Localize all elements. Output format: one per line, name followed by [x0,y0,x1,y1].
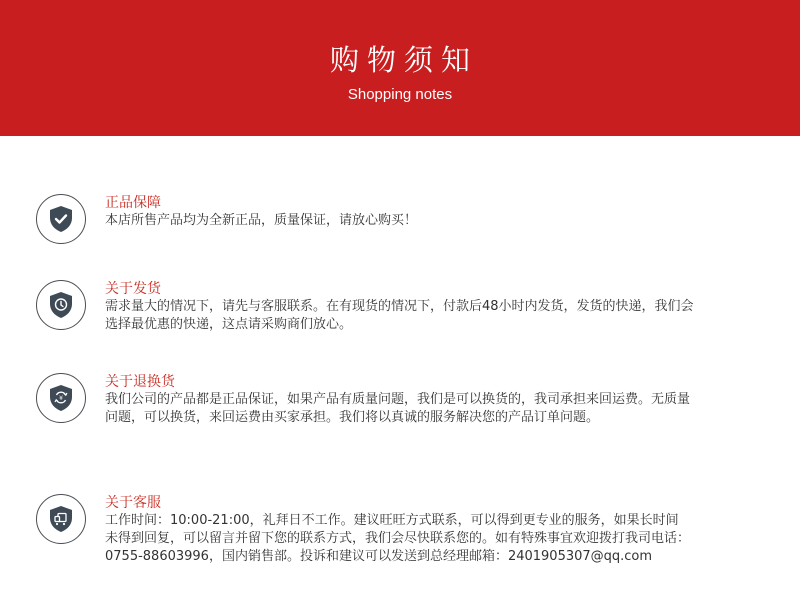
notice-desc-line: 0755-88603996，国内销售部。投诉和建议可以发送到总经理邮箱：2401905307@qq.com [105,549,653,564]
notice-desc-line: 需求量大的情况下，请先与客服联系。在有现货的情况下，付款后48小时内发货，发货的快递，我们会 [105,299,694,314]
notice-title: 关于客服 [105,495,161,511]
page-subtitle: Shopping notes [347,86,453,103]
shield-exchange-icon [36,373,86,423]
svg-text:¥: ¥ [59,394,63,402]
notice-title: 正品保障 [105,195,161,211]
notice-desc-line: 选择最优惠的快递，这点请采购商们放心。 [105,317,353,332]
notice-desc-line: 工作时间：10:00-21:00，礼拜日不工作。建议旺旺方式联系，可以得到更专业的服务，如果长时间 [105,513,679,528]
shield-service-icon [36,494,86,544]
notice-desc-line: 本店所售产品均为全新正品，质量保证，请放心购买！ [105,213,418,228]
page-title: 购物须知 [329,43,478,77]
notice-desc-line: 问题，可以换货，来回运费由买家承担。我们将以真诚的服务解决您的产品订单问题。 [105,410,600,425]
notice-desc-line: 未得到回复，可以留言并留下您的联系方式，我们会尽快联系您的。如有特殊事宜欢迎拨打我司电话： [105,531,691,546]
page-header [0,0,800,136]
notice-title: 关于发货 [105,281,161,297]
notice-title: 关于退换货 [105,374,175,390]
shield-check-icon [36,194,86,244]
shield-clock-icon [36,280,86,330]
notice-desc-line: 我们公司的产品都是正品保证，如果产品有质量问题，我们是可以换货的，我司承担来回运费。无质量 [105,392,691,407]
